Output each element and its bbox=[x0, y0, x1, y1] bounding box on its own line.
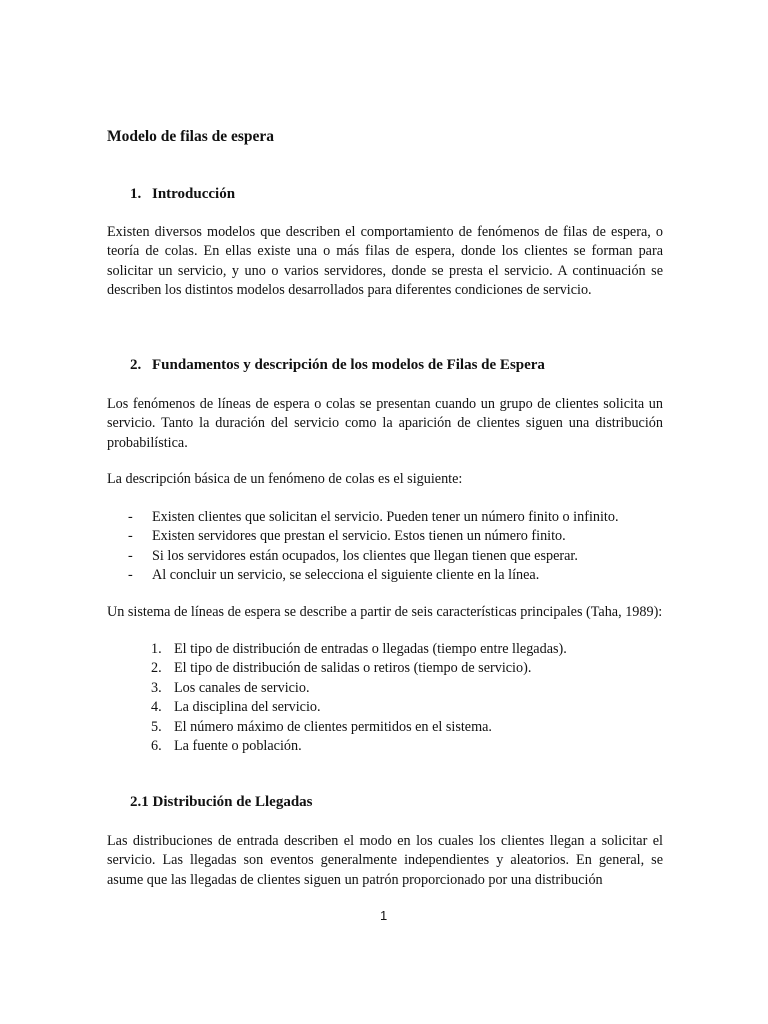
list-item-number: 4. bbox=[151, 699, 162, 716]
queue-description-list bbox=[128, 508, 619, 586]
list-item bbox=[151, 659, 567, 678]
list-item-text: El tipo de distribución de entradas o llegadas (tiempo entre llegadas). bbox=[174, 641, 567, 657]
section-1-number: 1. bbox=[130, 186, 142, 202]
list-item-text: El tipo de distribución de salidas o retiros (tiempo de servicio). bbox=[174, 660, 532, 677]
section-2-paragraph-1: Los fenómenos de líneas de espera o colas se presentan cuando un grupo de clientes solicita un servicio. Tanto la duración del servicio como la aparición de clientes siguen una distribución probabilística. bbox=[107, 396, 663, 451]
section-2-paragraph-2: La descripción básica de un fenómeno de colas es el siguiente: bbox=[107, 471, 463, 487]
list-item-text: La fuente o población. bbox=[174, 738, 302, 755]
section-1-title: Introducción bbox=[152, 186, 236, 202]
section-2-number: 2. bbox=[130, 357, 142, 373]
list-item-text: El número máximo de clientes permitidos en el sistema. bbox=[174, 718, 492, 735]
section-2-paragraph-3: Un sistema de líneas de espera se describe a partir de seis características principales (Taha, 1989): bbox=[107, 604, 663, 620]
list-item-text: Si los servidores están ocupados, los clientes que llegan tienen que esperar. bbox=[152, 547, 578, 564]
characteristics-list bbox=[151, 640, 567, 756]
list-item-text: Existen clientes que solicitan el servicio. Pueden tener un número finito o infinito. bbox=[152, 509, 619, 525]
document-title: Modelo de filas de espera bbox=[107, 128, 275, 145]
list-item bbox=[128, 527, 619, 546]
section-1-heading bbox=[130, 186, 235, 203]
list-item-number: 3. bbox=[151, 679, 162, 696]
section-2-title: Fundamentos y descripción de los modelos de Filas de Espera bbox=[152, 357, 545, 373]
list-item-number: 6. bbox=[151, 738, 162, 755]
list-item bbox=[128, 508, 619, 527]
list-item bbox=[128, 547, 619, 566]
list-item bbox=[151, 698, 567, 717]
list-item bbox=[151, 737, 567, 756]
bullet-dash: - bbox=[128, 509, 133, 525]
section-1-paragraph: Existen diversos modelos que describen el comportamiento de fenómenos de filas de espera, o teoría de colas. En ellas existe una o más filas de espera, donde los clientes se forman para solicitar un servicio, y uno o varios servidores, donde se presta el servicio. A continuación se describen los distintos modelos desarrollados para diferentes condiciones de servicio. bbox=[107, 224, 663, 298]
list-item bbox=[151, 718, 567, 737]
bullet-dash: - bbox=[128, 528, 133, 545]
list-item-text: La disciplina del servicio. bbox=[174, 699, 321, 716]
list-item-number: 1. bbox=[151, 641, 162, 657]
page-number: 1 bbox=[380, 908, 388, 923]
section-2-heading bbox=[130, 357, 545, 374]
list-item bbox=[151, 679, 567, 698]
list-item bbox=[151, 640, 567, 659]
list-item bbox=[128, 566, 619, 585]
list-item-number: 5. bbox=[151, 718, 162, 735]
section-2-1-heading: 2.1 Distribución de Llegadas bbox=[130, 794, 313, 810]
bullet-dash: - bbox=[128, 567, 133, 584]
bullet-dash: - bbox=[128, 547, 133, 564]
list-item-number: 2. bbox=[151, 660, 162, 677]
list-item-text: Al concluir un servicio, se selecciona el siguiente cliente en la línea. bbox=[152, 567, 540, 584]
section-2-1-paragraph: Las distribuciones de entrada describen el modo en los cuales los clientes llegan a solicitar el servicio. Las llegadas son eventos generalmente independientes y aleatorios. En general, se asume que las llegadas de clientes siguen un patrón proporcionado por una distribución bbox=[107, 833, 663, 888]
list-item-text: Los canales de servicio. bbox=[174, 679, 310, 696]
list-item-text: Existen servidores que prestan el servicio. Estos tienen un número finito. bbox=[152, 528, 566, 545]
